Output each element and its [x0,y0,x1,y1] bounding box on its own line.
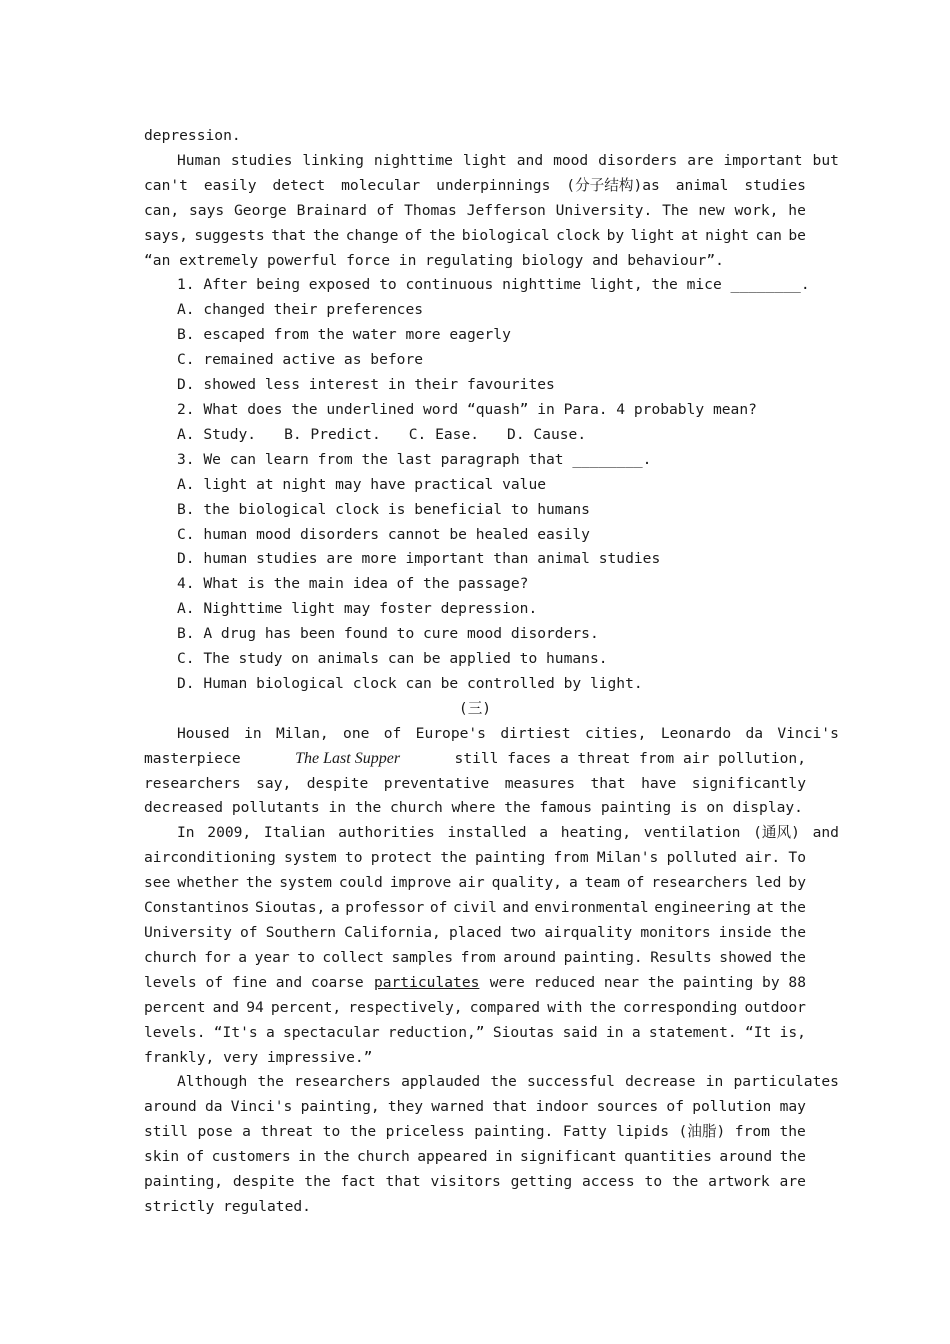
text-line: Housed in Milan, one of Europe's dirtiest cities, Leonardo da Vinci's [177,724,839,742]
text-line: says, suggests that the change of the biological clock by light at night can be [144,226,806,244]
text-line: can, says George Brainard of Thomas Jefferson University. The new work, he [144,201,806,219]
text-line: researchers say, despite preventative measures that have significantly [144,774,806,792]
option-b: B. the biological clock is beneficial to humans [177,500,590,518]
text-line: University of Southern California, placed two airquality monitors inside the [144,924,806,941]
text-span: still faces a threat from air pollution, [454,749,806,767]
text-line: percent and 94 percent, respectively, compared with the corresponding outdoor [144,998,806,1016]
paragraph-end-line: depression. [144,127,241,144]
question-stem: 2. What does the underlined word “quash” in Para. 4 probably mean? [177,400,757,418]
question-3 [144,448,806,573]
text-line: In 2009, Italian authorities installed a heating, ventilation (通风) and [177,824,839,842]
option-b: B. escaped from the water more eagerly [177,326,511,344]
question-1 [144,273,810,398]
text-span: masterpiece [144,749,241,767]
question-2 [144,398,806,448]
option-a: A. changed their preferences [177,301,424,319]
option-a: A. light at night may have practical value [177,475,547,493]
paragraph-2009 [144,821,839,1070]
option-d: D. Cause. [507,425,587,443]
paragraph-although [144,1070,839,1219]
text-line: levels. “It's a spectacular reduction,” Sioutas said in a statement. “It is, [144,1023,806,1041]
text-line: painting, despite the fact that visitors getting access to the artwork are [144,1173,806,1191]
option-a: A. Study. [177,425,257,443]
text-line: decreased pollutants in the church where the famous painting is on display. [144,799,803,817]
question-stem: 1. After being exposed to continuous nighttime light, the mice ________. [177,276,810,294]
option-c: C. remained active as before [177,351,424,369]
artwork-title: The Last Supper [295,749,401,767]
text-line: see whether the system could improve air quality, a team of researchers led by [144,874,806,892]
document-page [144,124,839,1220]
option-b: B. Predict. [284,425,381,443]
text-line: still pose a threat to the priceless painting. Fatty lipids (油脂) from the [144,1123,806,1141]
text-line: skin of customers in the church appeared in significant quantities around the [144,1148,806,1166]
text-line: Although the researchers applauded the successful decrease in particulates [177,1073,839,1091]
text-line: frankly, very impressive.” [144,1048,373,1066]
text-line [144,747,806,772]
text-line: around da Vinci's painting, they warned that indoor sources of pollution may [144,1098,806,1116]
underlined-word: particulates [373,973,480,991]
question-stem: 3. We can learn from the last paragraph that ________. [177,450,652,468]
option-c: C. The study on animals can be applied to humans. [177,650,608,668]
option-b: B. A drug has been found to cure mood disorders. [177,625,599,643]
option-d: D. human studies are more important than animal studies [177,550,661,568]
text-span: levels of fine and coarse [144,973,364,991]
text-line [144,971,806,996]
paragraph-human-studies [144,149,839,274]
section-title: (三) [458,699,492,717]
text-line: Constantinos Sioutas, a professor of civil and environmental engineering at the [144,899,806,917]
text-line: can't easily detect molecular underpinnings (分子结构)as animal studies [144,176,806,194]
text-span: were reduced near the painting by 88 [489,973,806,991]
question-stem: 4. What is the main idea of the passage? [177,575,529,593]
text-line: “an extremely powerful force in regulating biology and behaviour”. [144,251,724,269]
text-line: airconditioning system to protect the painting from Milan's polluted air. To [144,849,806,867]
option-d: D. showed less interest in their favourites [177,376,555,394]
text-line: church for a year to collect samples from around painting. Results showed the [144,948,806,966]
option-c: C. human mood disorders cannot be healed easily [177,525,590,543]
paragraph-milan [144,722,839,822]
option-a: A. Nighttime light may foster depression. [177,600,538,618]
option-d: D. Human biological clock can be controlled by light. [177,674,643,692]
question-4 [144,572,806,697]
text-line: strictly regulated. [144,1197,311,1215]
option-c: C. Ease. [408,425,480,443]
text-line: Human studies linking nighttime light and mood disorders are important but [177,151,839,169]
options-row [144,423,806,448]
